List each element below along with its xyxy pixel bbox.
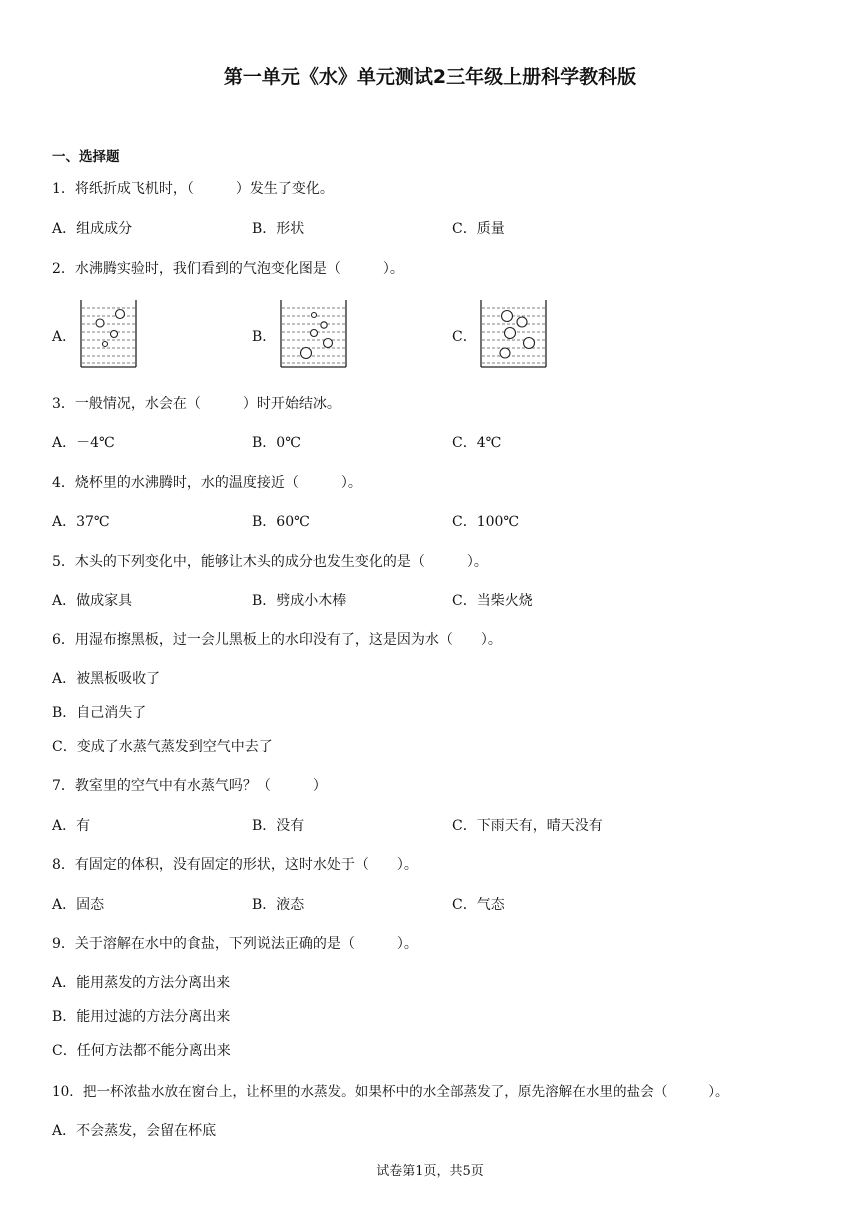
question-3-option-c: C．4℃	[452, 435, 502, 451]
question-1-option-a: A．组成成分	[52, 221, 133, 237]
question-2-option-b: B．	[252, 329, 277, 345]
question-1-option-b: B．形状	[252, 221, 305, 237]
question-2-option-a: A．	[52, 329, 77, 345]
question-8-option-c: C．气态	[452, 897, 505, 913]
question-2-option-c: C．	[452, 329, 477, 345]
question-6-stem: 6．用湿布擦黑板，过一会儿黑板上的水印没有了，这是因为水（ ）。	[52, 632, 502, 648]
question-7-option-a: A．有	[52, 818, 91, 834]
question-10-option-a: A．不会蒸发，会留在杯底	[52, 1123, 217, 1139]
question-2-stem: 2．水沸腾实验时，我们看到的气泡变化图是（ ）。	[52, 261, 404, 277]
question-7-option-c: C．下雨天有，晴天没有	[452, 818, 603, 834]
question-3-option-a: A．－4℃	[52, 435, 115, 451]
question-7-option-b: B．没有	[252, 818, 305, 834]
beaker-large-bubbles-image	[478, 298, 550, 370]
question-6-option-b: B．自己消失了	[52, 705, 147, 721]
question-8-option-b: B．液态	[252, 897, 305, 913]
question-4-stem: 4．烧杯里的水沸腾时，水的温度接近（ ）。	[52, 475, 362, 491]
page-title: 第一单元《水》单元测试2三年级上册科学教科版	[223, 66, 637, 88]
question-3-option-b: B．0℃	[252, 435, 301, 451]
beaker-bubbles-grow-upward-image	[278, 298, 350, 370]
question-5-option-b: B．劈成小木棒	[252, 593, 347, 609]
question-3-stem: 3．一般情况，水会在（ ）时开始结冰。	[52, 396, 341, 412]
question-6-option-a: A．被黑板吸收了	[52, 671, 161, 687]
question-5-option-a: A．做成家具	[52, 593, 133, 609]
section-heading: 一、选择题	[52, 149, 120, 165]
question-4-option-c: C．100℃	[452, 514, 520, 530]
question-1-option-c: C．质量	[452, 221, 505, 237]
question-5-option-c: C．当柴火烧	[452, 593, 533, 609]
question-10-stem: 10．把一杯浓盐水放在窗台上，让杯里的水蒸发。如果杯中的水全部蒸发了，原先溶解在水里的盐会（ ）。	[52, 1084, 729, 1100]
question-9-stem: 9．关于溶解在水中的食盐，下列说法正确的是（ ）。	[52, 936, 418, 952]
question-7-stem: 7．教室里的空气中有水蒸气吗？（ ）	[52, 778, 327, 794]
question-8-option-a: A．固态	[52, 897, 105, 913]
question-5-stem: 5．木头的下列变化中，能够让木头的成分也发生变化的是（ ）。	[52, 554, 488, 570]
question-6-option-c: C．变成了水蒸气蒸发到空气中去了	[52, 739, 273, 755]
page-footer: 试卷第1页，共5页	[376, 1164, 484, 1179]
question-9-option-b: B．能用过滤的方法分离出来	[52, 1009, 231, 1025]
question-1-stem: 1．将纸折成飞机时，（ ）发生了变化。	[52, 181, 334, 197]
beaker-small-bubbles-image	[78, 298, 140, 370]
question-9-option-a: A．能用蒸发的方法分离出来	[52, 975, 231, 991]
question-4-option-b: B．60℃	[252, 514, 310, 530]
question-4-option-a: A．37℃	[52, 514, 110, 530]
question-8-stem: 8．有固定的体积，没有固定的形状，这时水处于（ ）。	[52, 857, 418, 873]
question-9-option-c: C．任何方法都不能分离出来	[52, 1043, 231, 1059]
